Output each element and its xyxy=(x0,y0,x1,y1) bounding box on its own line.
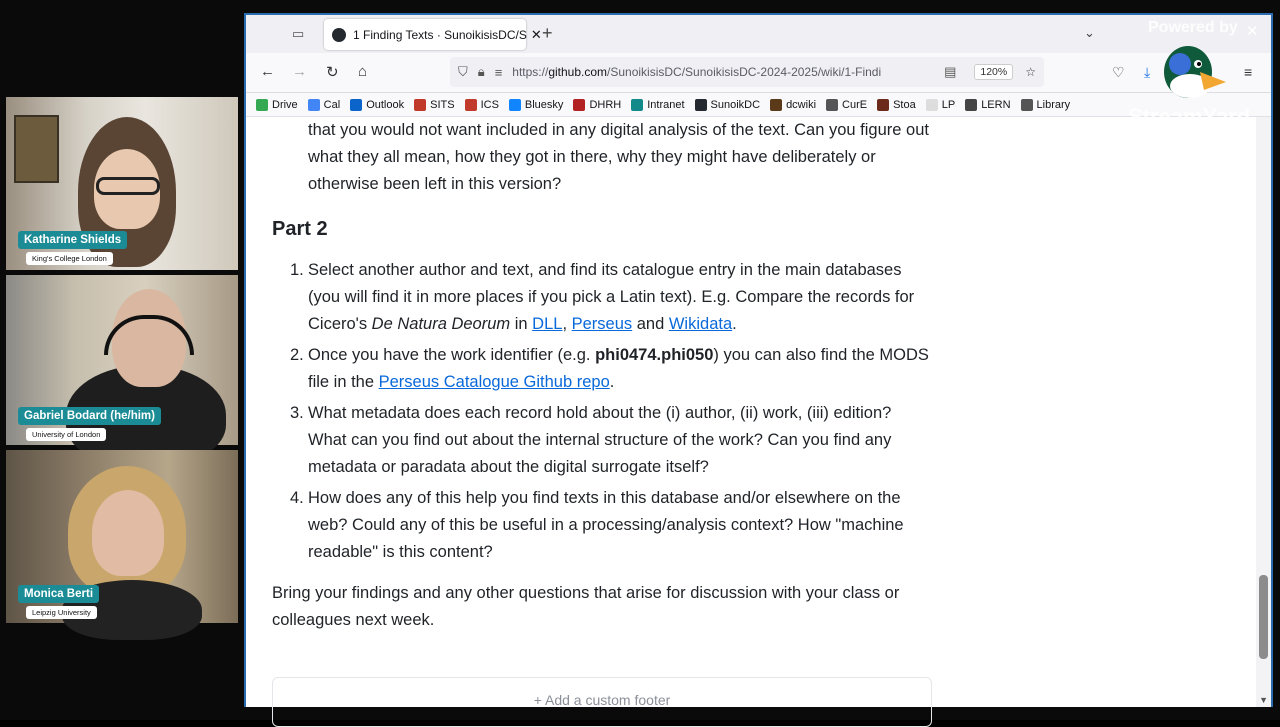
bookmark-item[interactable] xyxy=(573,99,621,111)
pocket-icon[interactable]: ♡ xyxy=(1112,64,1125,80)
bookmark-label: dcwiki xyxy=(786,98,817,111)
streamyard-duck-logo xyxy=(1160,42,1226,100)
item-text: Select another author and text, and find its catalogue entry in the main databases (you will find it in more places if you pick a Latin text). E.g. Compare the records for Cicero's xyxy=(308,261,915,333)
bookmark-label: Cal xyxy=(323,98,341,111)
bookmark-label: CurE xyxy=(842,98,868,111)
bookmark-favicon-icon xyxy=(350,99,362,111)
bookmark-item[interactable] xyxy=(826,99,867,111)
list-number: 4. xyxy=(290,489,304,507)
bookmark-item[interactable] xyxy=(965,99,1010,111)
item-text: . xyxy=(732,315,737,333)
participant-name: Gabriel Bodard (he/him) xyxy=(18,407,161,425)
permissions-icon[interactable]: ≡ xyxy=(494,64,503,80)
zoom-level[interactable]: 120% xyxy=(974,64,1013,80)
list-number: 3. xyxy=(290,404,304,422)
bookmark-favicon-icon xyxy=(414,99,426,111)
bookmark-favicon-icon xyxy=(965,99,977,111)
bookmark-item[interactable] xyxy=(877,99,916,111)
participant-org: University of London xyxy=(26,428,106,441)
participant-face xyxy=(92,490,164,576)
bookmark-label: Intranet xyxy=(647,98,685,111)
new-tab-icon[interactable]: + xyxy=(542,23,553,43)
bookmark-item[interactable] xyxy=(414,99,454,111)
bookmark-item[interactable] xyxy=(465,99,499,111)
participant-name: Monica Berti xyxy=(18,585,99,603)
list-number: 1. xyxy=(290,261,304,279)
list-number: 2. xyxy=(290,346,304,364)
list-item xyxy=(290,257,932,338)
bookmarks-bar xyxy=(246,93,1271,117)
bookmark-favicon-icon xyxy=(826,99,838,111)
bookmark-favicon-icon xyxy=(573,99,585,111)
bookmark-label: Stoa xyxy=(893,98,916,111)
bookmark-label: Drive xyxy=(272,98,298,111)
bookmark-label: Library xyxy=(1036,98,1071,111)
url-bar[interactable] xyxy=(450,57,1044,87)
bookmark-label: SITS xyxy=(430,98,455,111)
page-content xyxy=(246,117,1258,707)
bookmark-item[interactable] xyxy=(695,99,761,111)
download-icon[interactable]: ⤓ xyxy=(1144,64,1151,80)
bookmark-item[interactable] xyxy=(350,99,404,111)
github-icon xyxy=(332,28,346,42)
item-text: How does any of this help you find texts in this database and/or elsewhere on the web? Could any of this be useful in a processing/analysis context? How "machine readable" is this content? xyxy=(308,489,904,561)
reload-icon[interactable]: ↻ xyxy=(326,64,339,81)
bookmark-favicon-icon xyxy=(256,99,268,111)
item-text: in xyxy=(510,315,533,333)
chevron-down-icon[interactable]: ⌄ xyxy=(1084,25,1095,40)
work-identifier: phi0474.phi050 xyxy=(595,346,714,364)
back-icon[interactable]: ← xyxy=(260,63,275,80)
perseus-link[interactable]: Perseus xyxy=(571,315,633,333)
list-item xyxy=(290,400,932,481)
item-text: , xyxy=(562,315,572,333)
forward-icon[interactable]: → xyxy=(292,63,307,80)
perseus-catalogue-link[interactable]: Perseus Catalogue Github repo xyxy=(378,373,610,391)
bookmark-favicon-icon xyxy=(509,99,521,111)
tab-list-icon[interactable]: ▭ xyxy=(292,26,305,41)
tab-title: 1 Finding Texts · SunoikisisDC/S xyxy=(353,27,527,42)
url-domain: github.com xyxy=(548,65,608,79)
bookmark-favicon-icon xyxy=(465,99,477,111)
url-prefix: https:// xyxy=(512,65,549,79)
close-icon[interactable]: ✕ xyxy=(530,26,542,42)
participant-name: Katharine Shields xyxy=(18,231,127,249)
lock-icon[interactable]: 🔒︎ xyxy=(477,64,485,79)
home-icon[interactable]: ⌂ xyxy=(358,63,368,80)
bookmark-favicon-icon xyxy=(1021,99,1033,111)
bookmark-item[interactable] xyxy=(256,99,298,111)
bookmark-label: DHRH xyxy=(589,98,622,111)
bookmark-label: SunoikDC xyxy=(710,98,761,111)
wall-poster xyxy=(14,115,59,183)
bookmark-label: Outlook xyxy=(366,98,405,111)
section-heading: Part 2 xyxy=(272,218,328,240)
wikidata-link[interactable]: Wikidata xyxy=(668,315,733,333)
participant-org: Leipzig University xyxy=(26,606,97,619)
dll-link[interactable]: DLL xyxy=(532,315,563,333)
browser-tab[interactable] xyxy=(324,19,542,50)
bookmark-star-icon[interactable]: ☆ xyxy=(1025,65,1036,79)
streamyard-brand: StreamYard xyxy=(1128,104,1251,129)
browser-window xyxy=(244,13,1273,707)
bookmark-label: Bluesky xyxy=(524,98,564,111)
bookmark-favicon-icon xyxy=(926,99,938,111)
item-text: . xyxy=(609,373,615,391)
bookmark-label: LERN xyxy=(981,98,1011,111)
menu-icon[interactable]: ≡ xyxy=(1244,64,1253,80)
scrollbar[interactable] xyxy=(1256,117,1271,707)
item-text: Once you have the work identifier (e.g. xyxy=(308,346,596,364)
url-text[interactable] xyxy=(512,65,944,79)
nav-bar xyxy=(246,53,1271,93)
task-list xyxy=(290,257,932,566)
bookmark-item[interactable] xyxy=(926,99,955,111)
item-text: What metadata does each record hold about the (i) author, (ii) work, (iii) edition? What can you find out about the internal structure of the work? Can you find any metadata or paradata about the digital surrogate itself? xyxy=(308,404,892,476)
participant-tile xyxy=(6,97,238,270)
closing-paragraph: Bring your findings and any other questions that arise for discussion with your class or colleagues next week. xyxy=(272,584,900,629)
bookmark-favicon-icon xyxy=(770,99,782,111)
scrollbar-thumb[interactable] xyxy=(1259,575,1268,659)
bookmark-favicon-icon xyxy=(877,99,889,111)
bookmark-label: LP xyxy=(941,98,956,111)
powered-by-label: Powered by xyxy=(1148,19,1238,36)
participant-org: King's College London xyxy=(26,252,113,265)
scroll-down-icon[interactable]: ▼ xyxy=(1259,695,1268,705)
shield-icon[interactable]: ⛉ xyxy=(458,64,468,79)
item-text: and xyxy=(632,315,669,333)
lead-paragraph: that you would not want included in any digital analysis of the text. Can you figure out what they all mean, how they got in there, why they might have deliberately or otherwise been left in this version? xyxy=(308,121,929,193)
bookmark-item[interactable] xyxy=(1021,99,1071,111)
participant-tile xyxy=(6,450,238,623)
bookmark-favicon-icon xyxy=(695,99,707,111)
reader-view-icon[interactable]: ▤ xyxy=(944,64,957,79)
list-item xyxy=(290,485,932,566)
wiki-article xyxy=(272,117,932,634)
url-path: /SunoikisisDC/SunoikisisDC-2024-2025/wiki/1-Findi xyxy=(607,65,882,79)
bookmark-favicon-icon xyxy=(631,99,643,111)
bookmark-item[interactable] xyxy=(509,99,564,111)
item-title: De Natura Deorum xyxy=(371,315,511,333)
bookmark-item[interactable] xyxy=(631,99,684,111)
glasses-icon xyxy=(96,177,160,195)
participant-tile xyxy=(6,275,238,445)
close-icon[interactable]: ✕ xyxy=(1246,23,1259,40)
bookmark-item[interactable] xyxy=(770,99,816,111)
item-text: ) you can also find the MODS file in the xyxy=(308,346,929,391)
bookmark-label: ICS xyxy=(480,98,499,111)
list-item xyxy=(290,342,932,396)
tab-bar xyxy=(246,15,1271,53)
add-footer-button[interactable]: + Add a custom footer xyxy=(272,677,932,727)
bookmark-item[interactable] xyxy=(308,99,341,111)
bookmark-favicon-icon xyxy=(308,99,320,111)
